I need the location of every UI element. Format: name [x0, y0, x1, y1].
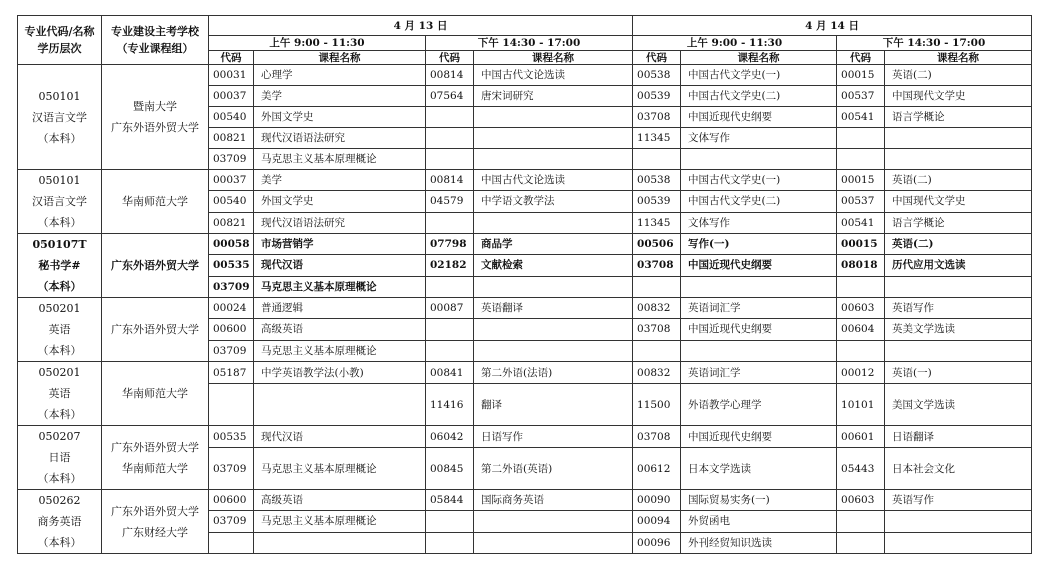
course-name: 美学 [254, 86, 426, 107]
course-code: 07564 [426, 86, 474, 107]
table-row [18, 65, 1032, 86]
course-name [885, 511, 1032, 532]
course-code: 00058 [209, 234, 254, 255]
course-name: 心理学 [254, 65, 426, 86]
course-name: 中国近现代史纲要 [681, 255, 837, 276]
course-name: 日语翻译 [885, 426, 1032, 448]
course-code: 03709 [209, 276, 254, 297]
table-row [18, 362, 1032, 384]
course-name: 英语词汇学 [681, 362, 837, 384]
course-code [209, 384, 254, 426]
major-line: 英语 [48, 387, 71, 400]
school-line: 华南师范大学 [122, 461, 188, 475]
school-line: 广东外语外贸大学 [111, 259, 199, 272]
course-name [474, 319, 633, 340]
course-code: 00096 [633, 532, 681, 553]
course-name: 马克思主义基本原理概论 [254, 448, 426, 490]
course-name [885, 128, 1032, 149]
course-name: 商品学 [474, 234, 633, 255]
course-name: 美学 [254, 170, 426, 191]
course-name: 日语写作 [474, 426, 633, 448]
course-code: 00814 [426, 65, 474, 86]
course-code [426, 107, 474, 128]
course-name: 美国文学选读 [885, 384, 1032, 426]
course-code: 03708 [633, 426, 681, 448]
course-code [426, 128, 474, 149]
course-code [426, 149, 474, 170]
course-name: 马克思主义基本原理概论 [254, 276, 426, 297]
course-code [426, 212, 474, 233]
course-name: 语言学概论 [885, 107, 1032, 128]
major-line: （本科） [37, 472, 82, 485]
header-code: 代码 [837, 51, 885, 65]
course-name [474, 128, 633, 149]
course-name: 第二外语(英语) [474, 448, 633, 490]
course-name: 中国古代文学史(二) [681, 86, 837, 107]
course-code [633, 276, 681, 297]
course-code: 00832 [633, 298, 681, 319]
header-day2-pm: 下午 14:30 - 17:00 [837, 36, 1032, 51]
course-code: 00821 [209, 212, 254, 233]
course-code [837, 511, 885, 532]
course-code: 03709 [209, 340, 254, 361]
major-line: 050201 [38, 302, 81, 315]
course-code: 00600 [209, 319, 254, 340]
major-cell [18, 490, 102, 554]
major-line: （本科） [37, 131, 82, 145]
major-line: 汉语言文学 [32, 195, 87, 208]
course-name: 外刊经贸知识选读 [681, 532, 837, 553]
course-name: 唐宋词研究 [474, 86, 633, 107]
course-name: 英语(一) [885, 362, 1032, 384]
course-name: 英语写作 [885, 490, 1032, 511]
course-name: 国际商务英语 [474, 490, 633, 511]
header-code: 代码 [426, 51, 474, 65]
course-name: 中国古代文学史(二) [681, 191, 837, 212]
course-code: 00015 [837, 170, 885, 191]
course-name: 中国古代文论选读 [474, 170, 633, 191]
course-code: 00845 [426, 448, 474, 490]
course-name [681, 340, 837, 361]
course-name: 现代汉语语法研究 [254, 212, 426, 233]
course-name: 外贸函电 [681, 511, 837, 532]
school-line: 暨南大学 [133, 100, 177, 113]
major-line: （本科） [37, 408, 82, 421]
course-name: 文体写作 [681, 128, 837, 149]
header-major [18, 16, 102, 65]
major-line: 050101 [38, 89, 81, 103]
school-line: 广东外语外贸大学 [111, 121, 199, 134]
course-name [474, 276, 633, 297]
course-code: 00031 [209, 65, 254, 86]
course-name: 日本社会文化 [885, 448, 1032, 490]
course-name: 写作(一) [681, 234, 837, 255]
course-name: 外国文学史 [254, 191, 426, 212]
header-school [102, 16, 209, 65]
course-name: 英语翻译 [474, 298, 633, 319]
major-cell [18, 298, 102, 362]
course-name: 中国近现代史纲要 [681, 426, 837, 448]
course-name: 文献检索 [474, 255, 633, 276]
course-code: 00540 [209, 191, 254, 212]
course-code: 00538 [633, 65, 681, 86]
header-day2: 4 月 14 日 [633, 16, 1032, 36]
table-row [18, 298, 1032, 319]
school-line: 广东财经大学 [122, 525, 188, 539]
course-code [426, 319, 474, 340]
course-code: 00601 [837, 426, 885, 448]
major-line: （本科） [37, 280, 82, 293]
school-cell [102, 65, 209, 170]
header-code: 代码 [633, 51, 681, 65]
course-code: 00037 [209, 170, 254, 191]
course-name: 中国古代文论选读 [474, 65, 633, 86]
course-code: 00537 [837, 191, 885, 212]
school-cell [102, 234, 209, 298]
header-day1: 4 月 13 日 [209, 16, 633, 36]
course-name: 中国近现代史纲要 [681, 107, 837, 128]
schedule-body [18, 65, 1032, 554]
course-code: 00090 [633, 490, 681, 511]
exam-schedule-table [17, 15, 1032, 554]
course-code: 11500 [633, 384, 681, 426]
major-line: 050107T [32, 238, 87, 251]
course-name: 第二外语(法语) [474, 362, 633, 384]
course-name: 英语(二) [885, 65, 1032, 86]
course-code [426, 340, 474, 361]
major-line: 英语 [48, 323, 71, 336]
course-name [254, 384, 426, 426]
header-code: 代码 [209, 51, 254, 65]
course-name [254, 532, 426, 553]
course-code: 00612 [633, 448, 681, 490]
course-code: 03709 [209, 511, 254, 532]
course-name: 中国现代文学史 [885, 191, 1032, 212]
table-row [18, 234, 1032, 255]
course-code: 00604 [837, 319, 885, 340]
course-code: 00600 [209, 490, 254, 511]
course-name: 翻译 [474, 384, 633, 426]
table-row [18, 490, 1032, 511]
course-name: 高级英语 [254, 319, 426, 340]
course-name: 中学英语教学法(小教) [254, 362, 426, 384]
course-code: 05187 [209, 362, 254, 384]
course-code: 00535 [209, 426, 254, 448]
course-name: 现代汉语语法研究 [254, 128, 426, 149]
course-name: 语言学概论 [885, 212, 1032, 233]
course-code: 05443 [837, 448, 885, 490]
course-code: 11345 [633, 128, 681, 149]
school-line: 广东外语外贸大学 [111, 323, 199, 336]
course-code: 08018 [837, 255, 885, 276]
course-code: 00539 [633, 86, 681, 107]
course-code: 11416 [426, 384, 474, 426]
course-name [474, 149, 633, 170]
table-row [18, 170, 1032, 191]
course-name: 高级英语 [254, 490, 426, 511]
major-line: （本科） [37, 536, 82, 549]
course-name: 英语(二) [885, 234, 1032, 255]
course-code: 00841 [426, 362, 474, 384]
course-code: 11345 [633, 212, 681, 233]
header-day2-am: 上午 9:00 - 11:30 [633, 36, 837, 51]
major-cell [18, 362, 102, 426]
course-name: 普通逻辑 [254, 298, 426, 319]
course-name: 中国现代文学史 [885, 86, 1032, 107]
course-code: 06042 [426, 426, 474, 448]
course-name: 外国文学史 [254, 107, 426, 128]
course-code [837, 276, 885, 297]
course-code: 00541 [837, 212, 885, 233]
major-cell [18, 170, 102, 234]
course-code: 00094 [633, 511, 681, 532]
header-school-line1: 专业建设主考学校 [111, 25, 199, 38]
header-course: 课程名称 [474, 51, 633, 65]
header-school-line2: （专业课程组） [116, 42, 194, 55]
course-name: 中学语文教学法 [474, 191, 633, 212]
course-code [633, 149, 681, 170]
course-name: 现代汉语 [254, 255, 426, 276]
course-code: 03709 [209, 448, 254, 490]
course-code: 00015 [837, 65, 885, 86]
course-name: 现代汉语 [254, 426, 426, 448]
course-name: 国际贸易实务(一) [681, 490, 837, 511]
course-code [633, 340, 681, 361]
major-line: （本科） [37, 216, 82, 229]
major-line: 日语 [48, 451, 71, 464]
major-line: （本科） [37, 344, 82, 357]
major-cell [18, 234, 102, 298]
course-name: 历代应用文选读 [885, 255, 1032, 276]
course-name: 外语教学心理学 [681, 384, 837, 426]
course-code: 03709 [209, 149, 254, 170]
course-code [209, 532, 254, 553]
course-code: 00539 [633, 191, 681, 212]
major-cell [18, 426, 102, 490]
course-name: 马克思主义基本原理概论 [254, 511, 426, 532]
course-name: 英语写作 [885, 298, 1032, 319]
school-cell [102, 170, 209, 234]
course-code: 00537 [837, 86, 885, 107]
school-line: 广东外语外贸大学 [111, 504, 199, 518]
course-code [837, 128, 885, 149]
school-line: 华南师范大学 [122, 387, 188, 400]
course-code [426, 511, 474, 532]
course-name [885, 532, 1032, 553]
course-code: 00015 [837, 234, 885, 255]
course-name [474, 340, 633, 361]
course-name: 中国近现代史纲要 [681, 319, 837, 340]
header-major-line2: 学历层次 [37, 42, 82, 55]
course-name: 中国古代文学史(一) [681, 65, 837, 86]
school-cell [102, 426, 209, 490]
header-course: 课程名称 [254, 51, 426, 65]
course-code: 03708 [633, 107, 681, 128]
course-code: 00540 [209, 107, 254, 128]
course-code: 00538 [633, 170, 681, 191]
major-line: 商务英语 [37, 515, 82, 528]
major-line: 050101 [38, 174, 81, 187]
course-code: 05844 [426, 490, 474, 511]
course-code [837, 532, 885, 553]
header-course: 课程名称 [681, 51, 837, 65]
course-code: 00535 [209, 255, 254, 276]
course-name [885, 340, 1032, 361]
school-cell [102, 298, 209, 362]
course-name: 日本文学选读 [681, 448, 837, 490]
course-name [885, 276, 1032, 297]
major-line: 汉语言文学 [32, 110, 87, 124]
course-code: 10101 [837, 384, 885, 426]
course-name: 英美文学选读 [885, 319, 1032, 340]
school-cell [102, 490, 209, 554]
course-code [426, 532, 474, 553]
course-name: 英语(二) [885, 170, 1032, 191]
course-code: 07798 [426, 234, 474, 255]
course-name [474, 532, 633, 553]
major-line: 秘书学# [38, 259, 81, 272]
header-day1-pm: 下午 14:30 - 17:00 [426, 36, 633, 51]
course-code: 00012 [837, 362, 885, 384]
course-code: 03708 [633, 255, 681, 276]
course-name [474, 107, 633, 128]
course-code: 00087 [426, 298, 474, 319]
course-name: 中国古代文学史(一) [681, 170, 837, 191]
course-code [837, 149, 885, 170]
course-name: 文体写作 [681, 212, 837, 233]
course-code: 00506 [633, 234, 681, 255]
school-line: 华南师范大学 [122, 195, 188, 208]
header-major-line1: 专业代码/名称 [24, 25, 95, 38]
course-code: 00037 [209, 86, 254, 107]
course-code [426, 276, 474, 297]
course-name [681, 276, 837, 297]
course-code: 00603 [837, 490, 885, 511]
header-course: 课程名称 [885, 51, 1032, 65]
course-name [681, 149, 837, 170]
course-name: 马克思主义基本原理概论 [254, 340, 426, 361]
course-name: 马克思主义基本原理概论 [254, 149, 426, 170]
major-line: 050262 [38, 494, 81, 507]
course-code: 00603 [837, 298, 885, 319]
course-name: 市场营销学 [254, 234, 426, 255]
table-row [18, 426, 1032, 448]
course-name [474, 511, 633, 532]
course-code: 00541 [837, 107, 885, 128]
major-line: 050207 [38, 430, 81, 443]
course-code: 00814 [426, 170, 474, 191]
school-cell [102, 362, 209, 426]
major-cell [18, 65, 102, 170]
course-name: 英语词汇学 [681, 298, 837, 319]
course-code: 00821 [209, 128, 254, 149]
course-code: 00832 [633, 362, 681, 384]
course-code: 00024 [209, 298, 254, 319]
header-day1-am: 上午 9:00 - 11:30 [209, 36, 426, 51]
course-code: 04579 [426, 191, 474, 212]
course-name [474, 212, 633, 233]
course-code: 02182 [426, 255, 474, 276]
course-code: 03708 [633, 319, 681, 340]
school-line: 广东外语外贸大学 [111, 440, 199, 454]
course-code [837, 340, 885, 361]
course-name [885, 149, 1032, 170]
major-line: 050201 [38, 366, 81, 379]
